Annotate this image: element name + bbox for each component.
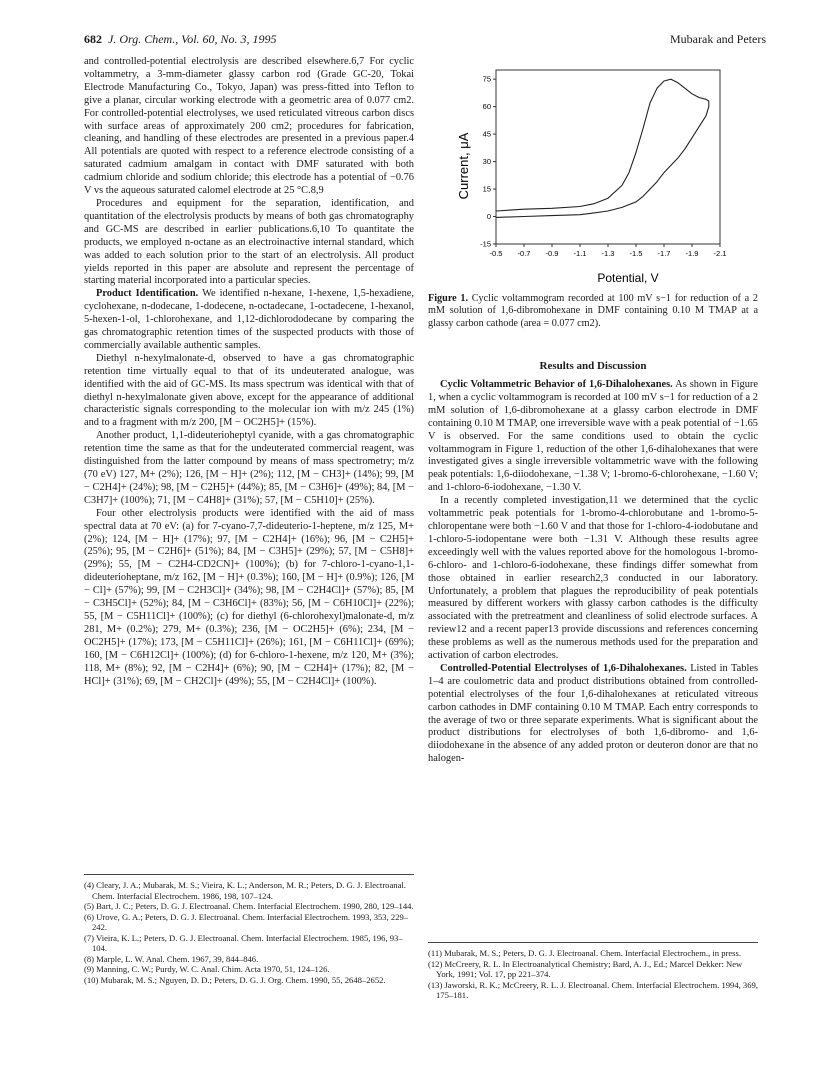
reference: (12) McCreery, R. L. In Electroanalytical Chemistry; Bard, A. J., Ed.; Marcel Dekker: New York, 1991; Vol. 17, pp 221–374.: [428, 958, 743, 979]
y-tick-label: 45: [482, 129, 491, 139]
figure-caption: [428, 293, 758, 330]
running-header: [84, 32, 277, 47]
figure-1: [428, 56, 758, 296]
x-tick-label: -0.7: [517, 249, 531, 258]
paragraph: Procedures and equipment for the separation, identification, and quantitation of the electrolysis products by means of both gas chromatography and GC-MS are described in earlier publications.6,10 To quantitate the products, we employed n-octane as an electroinactive internal standard, which was added to each solution prior to the start of an electrolysis. All product yields reported in this paper are absolute and represent the percentage of starting material incorporated into a particular species.: [84, 197, 414, 287]
footnotes-left: [84, 874, 414, 985]
paragraph: In a recently completed investigation,11 we determined that the cyclic voltammetric peak potentials for 1-bromo-4-chlorobutane and 1-bromo-5-chloropentane were both −1.60 V and that those for 1-chloro-4-iodobutane and 1-chloro-5-iodopentane were both −1.31 V. Although these results agree exceedingly well with the values reported above for the homologous 1-bromo-6-chloro- and 1-chloro-6-iodohexane, these findings differ somewhat from those obtained in earlier research2,3 conducted in our laboratory. Unfortunately, a problem that plagues the reproducibility of peak potentials measured by different workers with glassy carbon cathodes is the difficulty associated with the pretreatment and cleanliness of solid electrode surfaces. A review12 and a recent paper13 provide discussions and references concerning these problems as well as the numerous methods used for the preparation and activation of carbon electrodes.: [428, 495, 758, 662]
figure-caption-label: Figure 1.: [428, 293, 469, 304]
reference: (10) Mubarak, M. S.; Nguyen, D. D.; Peters, D. G. J. Org. Chem. 1990, 55, 2648–2652.: [84, 974, 386, 985]
x-tick-label: -1.1: [573, 249, 587, 258]
subsection-heading: Cyclic Voltammetric Behavior of 1,6-Dihalohexanes.: [440, 379, 673, 390]
x-tick-label: -1.5: [629, 249, 643, 258]
y-tick-label: 0: [486, 212, 491, 222]
x-tick-label: -0.9: [545, 249, 559, 258]
reference: (5) Bart, J. C.; Peters, D. G. J. Electroanal. Chem. Interfacial Electrochem. 1990, 280, 129–144.: [84, 901, 414, 911]
paragraph: and controlled-potential electrolysis are described elsewhere.6,7 For cyclic voltammetry, a 3-mm-diameter glassy carbon rod (Grade GC-20, Tokai Electrode Manufacturing Co., Tokyo, Japan) was press-fitted into Teflon to give a planar, circular working electrode with a geometric area of 0.077 cm2. For controlled-potential electrolyses, we used reticulated vitreous carbon discs with surface areas of approximately 200 cm2; procedures for fabrication, cleaning, and handling of these electrodes are presented in a previous paper.4 All potentials are quoted with respect to a reference electrode consisting of a saturated cadmium amalgam in contact with DMF saturated with both cadmium chloride and sodium chloride; this electrode has a potential of −0.76 V vs the aqueous saturated calomel electrode at 25 °C.8,9: [84, 56, 414, 197]
y-tick-label: 60: [482, 102, 491, 112]
cyclic-voltammogram-chart: [428, 56, 758, 296]
x-axis-label: Potential, V: [597, 271, 659, 285]
cv-trace: [496, 79, 709, 217]
figure-caption-text: Cyclic voltammogram recorded at 100 mV s−1 for reduction of a 2 mM solution of 1,6-dibromohexane in DMF containing 0.10 M TMAP at a glassy carbon cathode (area = 0.077 cm2).: [428, 293, 758, 329]
y-tick-label: 15: [482, 184, 491, 194]
running-header-authors: Mubarak and Peters: [670, 32, 766, 46]
y-tick-label: 75: [482, 74, 491, 84]
paragraph-text: As shown in Figure 1, when a cyclic voltammogram is recorded at 100 mV s−1 for reduction of a 2 mM solution of 1,6-dibromohexane at a glassy carbon electrode in DMF containing 0.10 M TMAP, one irreversible wave with a peak potential of −1.65 V is observed. For the same conditions used to obtain the cyclic voltammogram in Figure 1, reduction of the other 1,6-dihalohexanes that were investigated gives a single irreversible voltammetric wave with the following peak potentials: 1,6-diiodohexane, −1.38 V; 1-bromo-6-chlorohexane, −1.60 V; and 1-chloro-6-iodohexane, −1.30 V.: [428, 379, 758, 494]
reference: (9) Manning, C. W.; Purdy, W. C. Anal. Chim. Acta 1970, 51, 124–126.: [84, 964, 330, 974]
right-column: [428, 379, 758, 766]
subsection-heading: Controlled-Potential Electrolyses of 1,6-Dihalohexanes.: [440, 662, 687, 674]
paragraph: Four other electrolysis products were identified with the aid of mass spectral data at 70 eV: (a) for 7-cyano-7,7-dideuterio-1-heptene, m/z 125, M+ (2%); 124, [M − H]+ (17%); 97, [M − C2H4]+ (16%); 96, [M − C2H5]+ (25%); 95, [M − C2H6]+ (51%); 84, [M − C3H5]+ (29%); 57, [M − C5H8]+ (29%); 55, [M − C2H4-CD2CN]+ (100%); (b) for 7-chloro-1-cyano-1,1-dideuterioheptane, m/z 162, [M − H]+ (0.3%); 160, [M − H]+ (0.9%); 126, [M − Cl]+ (57%); 99, [M − C2H3Cl]+ (34%); 98, [M − C2H4Cl]+ (57%); 85, [M − C3H5Cl]+ (52%); 84, [M − C3H6Cl]+ (83%); 56, [M − C6H10Cl]+ (22%); 55, [M − C5H11Cl]+ (100%); (c) for diethyl (6-chlorohexyl)malonate-d, m/z 281, M+ (0.2%); 279, M+ (0.3%); 236, [M − OC2H5]+ (6%); 234, [M − OC2H5]+ (17%); 173, [M − C5H11Cl]+ (26%); 161, [M − C6H11Cl]+ (69%); 160, [M − C6H12Cl]+ (100%); (d) for 6-chloro-1-hexene, m/z 120, M+ (3%); 118, M+ (8%); 92, [M − C2H4]+ (6%); 90, [M − C2H4]+ (17%); 82, [M − HCl]+ (31%); 69, [M − CH2Cl]+ (49%); 55, [M − C2H4Cl]+ (100%).: [84, 507, 414, 687]
left-column: [84, 56, 414, 688]
paragraph-text: Listed in Tables 1–4 are coulometric data and product distributions obtained from controlled-potential electrolyses of the four 1,6-dihalohexanes at reticulated vitreous carbon cathodes in DMF containing 0.10 M TMAP. Each entry corresponds to the average of two or three separate experiments. What is significant about the product distributions for electrolyses of both 1,6-dibromo- and 1,6-diiodohexane in the absence of any added proton or deuteron donor are that no halogen-: [428, 662, 758, 765]
x-tick-label: -1.9: [685, 249, 699, 258]
paragraph: [428, 663, 758, 766]
paragraph: Another product, 1,1-dideuterioheptyl cyanide, with a gas chromatographic retention time the same as that for the undeuterated commercial reagent, was distinguished from the latter compound by means of mass spectrometry; m/z (70 eV) 127, M+ (2%); 126, [M − H]+ (2%); 112, [M − CH3]+ (14%); 99, [M − C2H4]+ (24%); 98, [M − C2H5]+ (44%); 85, [M − C3H6]+ (49%); 84, [M − C3H7]+ (100%); 71, [M − C4H8]+ (31%); 57, [M − C5H10]+ (25%).: [84, 430, 414, 506]
section-title: Results and Discussion: [539, 360, 647, 372]
paragraph: Diethyl n-hexylmalonate-d, observed to have a gas chromatographic retention time virtually equal to that of its undeuterated analogue, was identified with the aid of GC-MS. Its mass spectrum was identical with that of diethyl n-hexylmalonate given above, except for the appearance of additional characteristic signals corresponding to the molecular ion with m/z 245 (1%) and to a fragment with m/z 200, [M − OC2H5]+ (15%).: [84, 352, 414, 429]
paragraph: [428, 379, 758, 495]
page-number: 682: [84, 32, 102, 46]
x-tick-label: -2.1: [713, 249, 727, 258]
subsection-heading: Product Identification.: [96, 288, 199, 300]
reference: (7) Vieira, K. L.; Peters, D. G. J. Electroanal. Chem. Interfacial Electrochem. 1985, 196, 93–104.: [84, 932, 403, 953]
reference: (6) Urove, G. A.; Peters, D. G. J. Electroanal. Chem. Interfacial Electrochem. 1993, 353, 229–242.: [84, 911, 409, 932]
reference: (11) Mubarak, M. S.; Peters, D. G. J. Electroanal. Chem. Interfacial Electrochem., in press.: [428, 948, 742, 958]
reference: (8) Marple, L. W. Anal. Chem. 1967, 39, 844–846.: [84, 953, 259, 964]
reference: (13) Jaworski, R. K.; McCreery, R. L. J. Electroanal. Chem. Interfacial Electrochem. 1994, 369, 175–181.: [428, 979, 758, 1000]
reference: (4) Cleary, J. A.; Mubarak, M. S.; Vieira, K. L.; Anderson, M. R.; Peters, D. G. J. Electroanal. Chem. Interfacial Electrochem. 1986, 198, 107–124.: [84, 880, 406, 901]
plot-frame: [496, 70, 720, 244]
y-tick-label: -15: [480, 239, 491, 249]
y-tick-label: 30: [482, 157, 491, 167]
y-axis-label: Current, μA: [456, 132, 471, 200]
x-tick-label: -0.5: [489, 249, 503, 258]
paragraph-text: We identified n-hexane, 1-hexene, 1,5-hexadiene, cyclohexane, n-dodecane, 1-dodecene, n-octadecane, 1-octadecene, 1-hexanol, 5-hexen-1-ol, 1-chlorohexane, and 1,12-dichlorododecane by comparing the gas chromatographic retention times of the suspected products with those of commercially available authentic samples.: [84, 288, 415, 351]
x-tick-label: -1.7: [657, 249, 671, 258]
x-tick-label: -1.3: [601, 249, 615, 258]
footnotes-right: [428, 942, 758, 1001]
paragraph: [84, 288, 414, 353]
journal-citation: J. Org. Chem., Vol. 60, No. 3, 1995: [108, 32, 277, 46]
